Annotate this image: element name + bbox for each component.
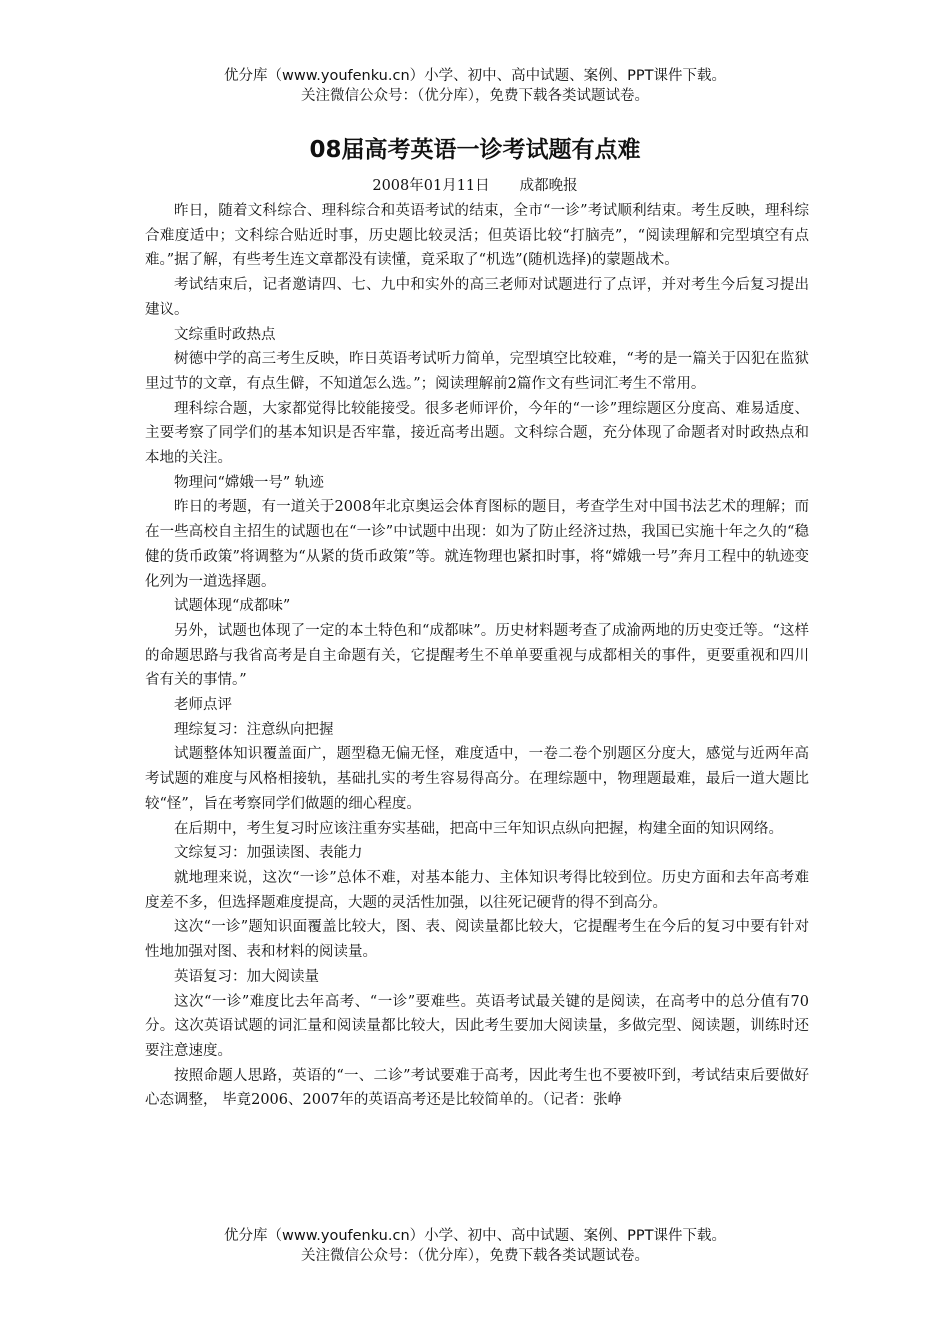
page-footer bbox=[0, 1226, 950, 1266]
paragraph: 在后期中，考生复习时应该注重夯实基础，把高中三年知识点纵向把握，构建全面的知识网络。 bbox=[174, 820, 783, 837]
article-meta bbox=[0, 175, 950, 197]
section-heading: 试题体现“成都味” bbox=[174, 598, 291, 615]
paragraph: 这次“一诊”题知识面覆盖比较大，图、表、阅读量都比较大，它提醒考生在今后的复习中要有针对性地加强对图、表和材料的阅读量。 bbox=[145, 919, 809, 961]
header-line-1: 优分库（www.youfenku.cn）小学、初中、高中试题、案例、PPT课件下载。 bbox=[224, 68, 726, 84]
paragraph: 按照命题人思路，英语的“一、二诊”考试要难于高考，因此考生也不要被吓到，考试结束后要做好心态调整， 毕竟2006、2007年的英语高考还是比较简单的。（记者：张峥 bbox=[145, 1067, 809, 1109]
paragraph: 试题整体知识覆盖面广，题型稳无偏无怪，难度适中，一卷二卷个别题区分度大，感觉与近两年高考试题的难度与风格相接轨，基础扎实的考生容易得高分。在理综题中，物理题最难，最后一道大题比较“怪”，旨在考察同学们做题的细心程度。 bbox=[145, 746, 809, 812]
paragraph: 树德中学的高三考生反映，昨日英语考试听力简单，完型填空比较难，“考的是一篇关于囚犯在监狱里过节的文章，有点生僻，不知道怎么选。”；阅读理解前2篇作文有些词汇考生不常用。 bbox=[145, 351, 809, 392]
section-heading: 理综复习：注意纵向把握 bbox=[174, 721, 334, 738]
paragraph: 理科综合题，大家都觉得比较能接受。很多老师评价，今年的“一诊”理综题区分度高、难易适度、主要考察了同学们的基本知识是否牢靠，接近高考出题。文科综合题，充分体现了命题者对时政热点和本地的关注。 bbox=[145, 400, 809, 467]
article-title: 08届高考英语一诊考试题有点难 bbox=[309, 137, 641, 163]
section-heading: 物理问“嫦娥一号” 轨迹 bbox=[174, 474, 324, 491]
footer-line-2: 关注微信公众号：（优分库），免费下载各类试题试卷。 bbox=[301, 1248, 649, 1264]
page-header bbox=[0, 66, 950, 106]
section-heading: 老师点评 bbox=[174, 697, 232, 714]
paragraph: 另外，试题也体现了一定的本土特色和“成都味”。历史材料题考查了成渝两地的历史变迁等。“这样的命题思路与我省高考是自主命题有关，它提醒考生不单单要重视与成都相关的事件，更要重视和四川省有关的事情。” bbox=[145, 622, 809, 689]
paragraph: 就地理来说，这次“一诊”总体不难，对基本能力、主体知识考得比较到位。历史方面和去年高考难度差不多，但选择题难度提高，大题的灵活性加强，以往死记硬背的得不到高分。 bbox=[145, 869, 809, 911]
footer-line-1: 优分库（www.youfenku.cn）小学、初中、高中试题、案例、PPT课件下载。 bbox=[224, 1228, 726, 1244]
section-heading: 文综复习：加强读图、表能力 bbox=[174, 845, 363, 862]
paragraph: 这次“一诊”难度比去年高考、“一诊”要难些。英语考试最关键的是阅读，在高考中的总分值有70分。这次英语试题的词汇量和阅读量都比较大，因此考生要加大阅读量，多做完型、阅读题，训练时还要注意速度。 bbox=[145, 993, 809, 1059]
section-heading: 文综重时政热点 bbox=[174, 326, 276, 343]
paragraph: 考试结束后，记者邀请四、七、九中和实外的高三老师对试题进行了点评，并对考生今后复习提出建议。 bbox=[145, 277, 809, 318]
article-date: 2008年01月11日 bbox=[372, 178, 490, 194]
section-heading: 英语复习：加大阅读量 bbox=[174, 968, 319, 985]
header-line-2: 关注微信公众号：（优分库），免费下载各类试题试卷。 bbox=[301, 88, 649, 104]
paragraph: 昨日的考题，有一道关于2008年北京奥运会体育图标的题目，考查学生对中国书法艺术的理解；而在一些高校自主招生的试题也在“一诊”中试题中出现：如为了防止经济过热，我国已实施十年之久的“稳健的货币政策”将调整为“从紧的货币政策”等。就连物理也紧扣时事，将“嫦娥一号”奔月工程中的轨迹变化列为一道选择题。 bbox=[145, 499, 809, 590]
article-source: 成都晚报 bbox=[519, 178, 578, 194]
paragraph: 昨日，随着文科综合、理科综合和英语考试的结束，全市“一诊”考试顺利结束。考生反映，理科综合难度适中；文科综合贴近时事，历史题比较灵活；但英语比较“打脑壳”，“阅读理解和完型填空有点难。”据了解，有些考生连文章都没有读懂，竟采取了“机选”(随机选择)的蒙题战术。 bbox=[145, 203, 809, 269]
article-body bbox=[145, 199, 809, 1113]
